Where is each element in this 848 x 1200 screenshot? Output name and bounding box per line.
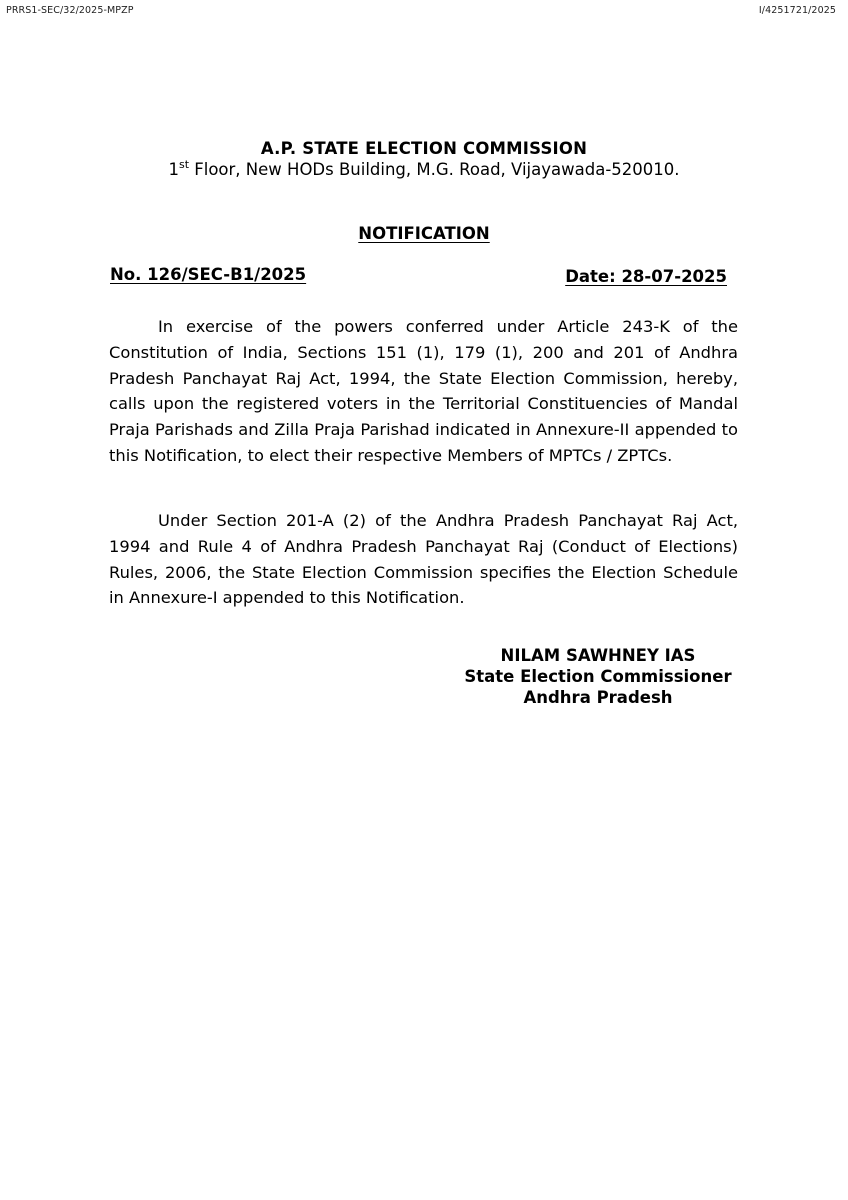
address-floor-number: 1 [168, 160, 179, 179]
body-paragraph-2: Under Section 201-A (2) of the Andhra Pradesh Panchayat Raj Act, 1994 and Rule 4 of Andhra Pradesh Panchayat Raj (Conduct of Elections) Rules, 2006, the State Election Commission specifies the Election Schedule in Annexure-I appended to this Notification. [109, 511, 738, 608]
address-floor-suffix: st [178, 158, 190, 171]
notification-title: NOTIFICATION [358, 224, 490, 243]
signatory-state: Andhra Pradesh [523, 688, 673, 707]
signature-block [438, 645, 758, 708]
organization-address [0, 160, 848, 179]
address-text: Floor, New HODs Building, M.G. Road, Vijayawada-520010. [189, 160, 680, 179]
notification-date: Date: 28-07-2025 [565, 267, 727, 286]
notification-number: No. 126/SEC-B1/2025 [110, 265, 307, 284]
signatory-designation: State Election Commissioner [464, 667, 732, 686]
document-reference-number: I/4251721/2025 [758, 5, 836, 16]
signatory-name: NILAM SAWHNEY IAS [500, 646, 696, 665]
file-reference-number: PRRS1-SEC/32/2025-MPZP [6, 5, 134, 16]
body-paragraph-1: In exercise of the powers conferred under Article 243-K of the Constitution of India, Sections 151 (1), 179 (1), 200 and 201 of Andhra Pradesh Panchayat Raj Act, 1994, the State Election Commission, hereby, calls upon the registered voters in the Territorial Constituencies of Mandal Praja Parishads and Zilla Praja Parishad indicated in Annexure-II appended to this Notification, to elect their respective Members of MPTCs / ZPTCs. [109, 317, 738, 465]
organization-title: A.P. STATE ELECTION COMMISSION [260, 139, 588, 158]
